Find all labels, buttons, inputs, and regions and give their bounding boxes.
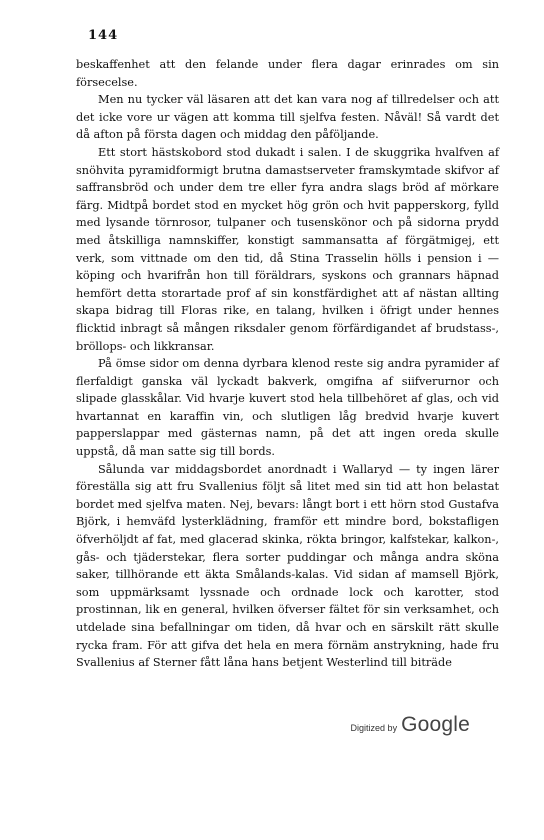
paragraph: Sålunda var middagsbordet anordnadt i Wallaryd — ty ingen lärer föreställa sig att fru Svallenius följt så litet med sin tid att hon belastat bordet med sjelfva maten. Nej, bevars: långt bort i ett hörn stod Gustafva Björk, i hemväfd lysterklädning, framför ett mindre bord, bokstafligen öfverhöljdt af fat, med glacerad skinka, rökta bringor, kalfstekar, kalkon-, gås- och tjäderstekar, flera sorter puddingar och många andra sköna saker, tillhörande ett äkta Smålands-kalas. Vid sidan af mamsell Björk, som uppmärksamt lyssnade och ordnade lock och karotter, stod prostinnan, lik en general, hvilken öfverser fältet för sin verksamhet, och utdelade sina befallningar om tiden, då hvar och en särskilt rätt skulle rycka fram. För att gifva det hela en mera förnäm anstrykning, hade fru Svallenius af Sterner fått låna hans betjent Westerlind till biträde <box>76 462 499 670</box>
paragraph-continuation: beskaffenhet att den felande under flera dagar erinrades om sin försecelse. <box>76 58 499 89</box>
google-logo: Google <box>401 713 470 736</box>
watermark-prefix: Digitized by <box>350 723 398 733</box>
paragraph: På ömse sidor om denna dyrbara klenod reste sig andra pyramider af flerfaldigt ganska väl lyckadt bakverk, omgifna af siifverurnor och slipade glasskålar. Vid hvarje kuvert stod hela tillbehöret af glas, och vid hvartannat en karaffin vin, och slutligen låg bredvid hvarje kuvert papperslappar med gästernas namn, på det att ingen oreda skulle uppstå, då man satte sig till bords. <box>76 357 499 459</box>
paragraph: Ett stort hästskobord stod dukadt i salen. I de skuggrika hvalfven af snöhvita pyramidformigt brutna damastserveter framskymtade skifvor af saffransbröd och under dem tre eller fyra andra slags bröd af mörkare färg. Midtpå bordet stod en mycket hög grön och hvit papperskorg, fylld med lysande törnrosor, tulpaner och tusenskönor och på sidorna prydd med åtskilliga namnskiffer, konstigt sammansatta af förgätmigej, ett verk, som vittnade om den tid, då Stina Trasselin hölls i pension i —köping och hvarifrån hon till föräldrars, syskons och grannars häpnad hemfört detta storartade prof af sin konstfärdighet att af nästan allting skapa bidrag till Floras rike, en talang, hvilken i öfrigt under hennes flicktid inbragt så mången riksdaler genom förfärdigandet af brudstass-, bröllops- och likkransar. <box>76 145 499 353</box>
page-number: 144 <box>88 28 119 43</box>
paragraph: Men nu tycker väl läsaren att det kan vara nog af tillredelser och att det icke vore ur vägen att komma till sjelfva festen. Nåväl! Så vardt det då afton på första dagen och middag den påföljande. <box>76 93 499 142</box>
body-text <box>76 56 499 672</box>
digitized-by-watermark <box>351 713 470 737</box>
